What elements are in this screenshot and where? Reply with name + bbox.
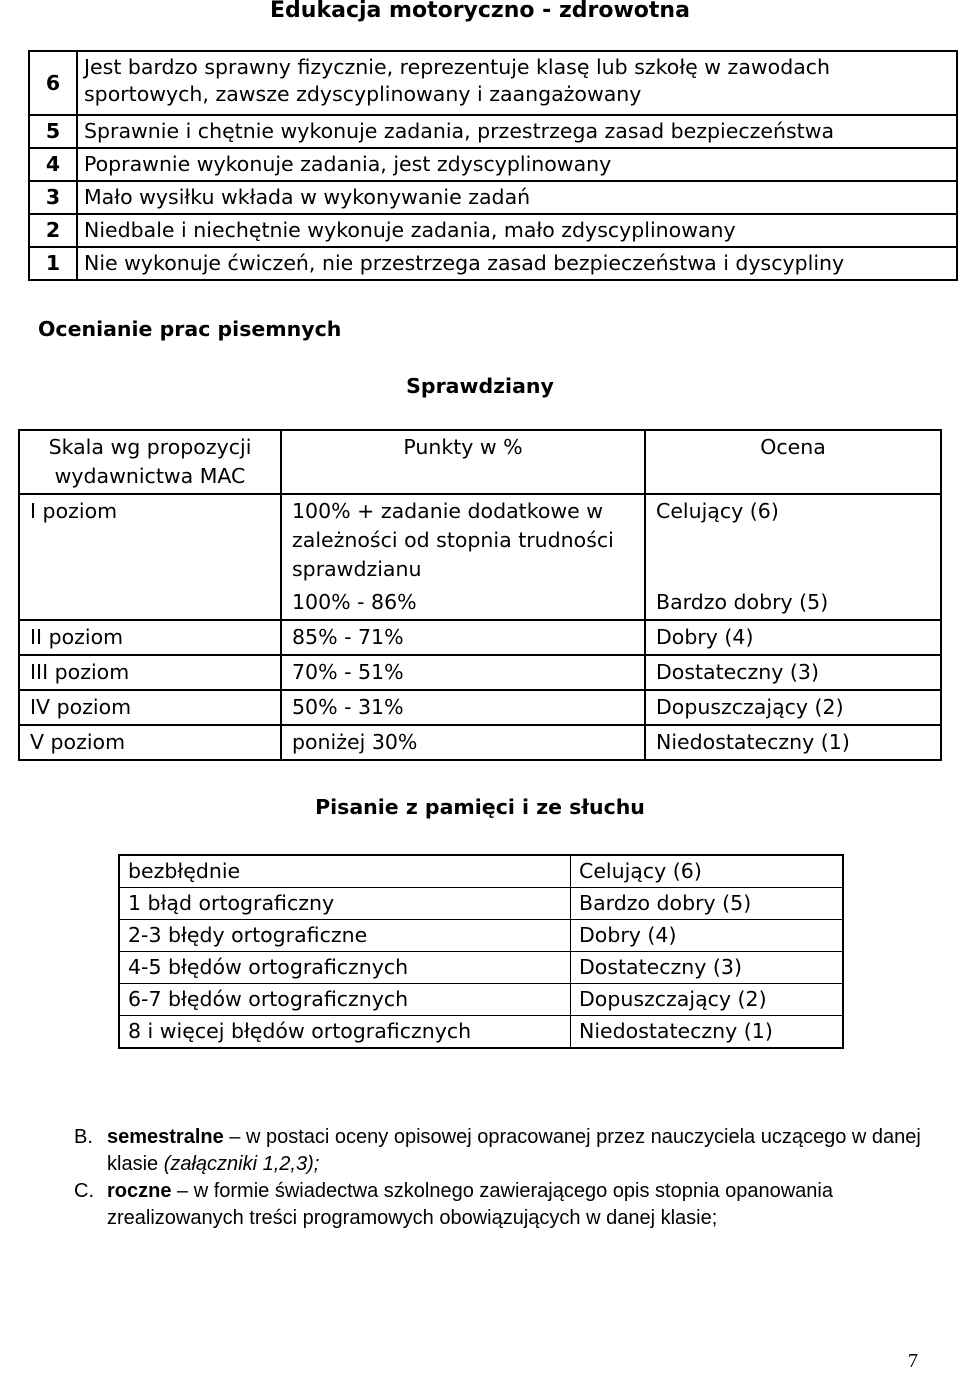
level-cell: III poziom [19,655,281,690]
table-row [29,51,957,115]
grade-cell: Dostateczny (3) [645,655,941,690]
list-bold-term: semestralne [107,1126,224,1148]
list-bold-term: roczne [107,1180,172,1202]
column-header: Skala wg propozycji wydawnictwa MAC [19,430,281,494]
description-line: Jest bardzo sprawny fizycznie, reprezentuje klasę lub szkołę w zawodach [84,55,831,79]
list-text [107,1178,927,1232]
grade-cell: 4 [29,148,77,181]
list-label: B. [74,1126,93,1148]
table-row [119,855,843,888]
grade-cell: Celujący (6) [645,494,941,586]
description-cell [77,51,957,115]
errors-cell: 2-3 błędy ortograficzne [119,920,571,952]
description-cell: Mało wysiłku wkłada w wykonywanie zadań [77,181,957,214]
table-row [29,214,957,247]
table-row [19,494,941,586]
table-row [19,655,941,690]
table-row [19,690,941,725]
points-cell: 100% + zadanie dodatkowe w zależności od stopnia trudności sprawdzianu [281,494,645,586]
motor-grading-table [28,50,958,281]
section-heading-ocenianie: Ocenianie prac pisemnych [38,317,342,341]
section-heading-sprawdziany: Sprawdziany [406,374,554,398]
section-heading-pisanie: Pisanie z pamięci i ze słuchu [315,795,645,819]
grade-cell: 3 [29,181,77,214]
table-row [19,725,941,760]
errors-cell: 6-7 błędów ortograficznych [119,984,571,1016]
column-header: Punkty w % [281,430,645,494]
points-cell: 70% - 51% [281,655,645,690]
points-cell: 100% - 86% [281,586,645,620]
table-row [119,952,843,984]
grade-cell: Dostateczny (3) [571,952,844,984]
table-row [119,984,843,1016]
description-line: sportowych, zawsze zdyscyplinowany i zaangażowany [84,82,642,106]
list-label: C. [74,1180,94,1202]
level-cell: II poziom [19,620,281,655]
table-row [29,181,957,214]
grade-cell: 6 [29,51,77,115]
errors-cell: 8 i więcej błędów ortograficznych [119,1016,571,1049]
level-cell: IV poziom [19,690,281,725]
errors-cell: 1 błąd ortograficzny [119,888,571,920]
grade-cell: 2 [29,214,77,247]
grade-cell: Bardzo dobry (5) [645,586,941,620]
list-body: – w postaci oceny opisowej opracowanej przez nauczyciela uczącego w danej klasie [107,1126,921,1175]
grade-cell: Celujący (6) [571,855,844,888]
table-row [29,148,957,181]
grade-cell: 5 [29,115,77,148]
table-header-row [19,430,941,494]
list-italic: (załączniki 1,2,3); [163,1153,320,1175]
errors-cell: bezbłędnie [119,855,571,888]
table-row [29,115,957,148]
description-cell: Niedbale i niechętnie wykonuje zadania, mało zdyscyplinowany [77,214,957,247]
points-cell: 85% - 71% [281,620,645,655]
table-row [119,1016,843,1049]
description-cell: Poprawnie wykonuje zadania, jest zdyscyplinowany [77,148,957,181]
description-cell: Nie wykonuje ćwiczeń, nie przestrzega zasad bezpieczeństwa i dyscypliny [77,247,957,280]
list-body: – w formie świadectwa szkolnego zawierającego opis stopnia opanowania zrealizowanych treści programowych obowiązujących w danej klasie; [107,1180,833,1229]
table-row [119,888,843,920]
grade-cell: 1 [29,247,77,280]
list-text [107,1124,927,1178]
page-number: 7 [908,1350,918,1372]
sprawdziany-table [18,429,942,761]
level-cell: I poziom [19,494,281,620]
grade-cell: Niedostateczny (1) [571,1016,844,1049]
grade-cell: Dobry (4) [645,620,941,655]
table-row [29,247,957,280]
grade-cell: Dobry (4) [571,920,844,952]
level-cell: V poziom [19,725,281,760]
page-title: Edukacja motoryczno - zdrowotna [270,0,690,23]
grade-cell: Bardzo dobry (5) [571,888,844,920]
grade-cell: Dopuszczający (2) [571,984,844,1016]
points-cell: poniżej 30% [281,725,645,760]
column-header: Ocena [645,430,941,494]
grade-cell: Niedostateczny (1) [645,725,941,760]
points-cell: 50% - 31% [281,690,645,725]
table-row [119,920,843,952]
pisanie-table [118,854,844,1049]
errors-cell: 4-5 błędów ortograficznych [119,952,571,984]
table-row [19,620,941,655]
grade-cell: Dopuszczający (2) [645,690,941,725]
description-cell: Sprawnie i chętnie wykonuje zadania, przestrzega zasad bezpieczeństwa [77,115,957,148]
